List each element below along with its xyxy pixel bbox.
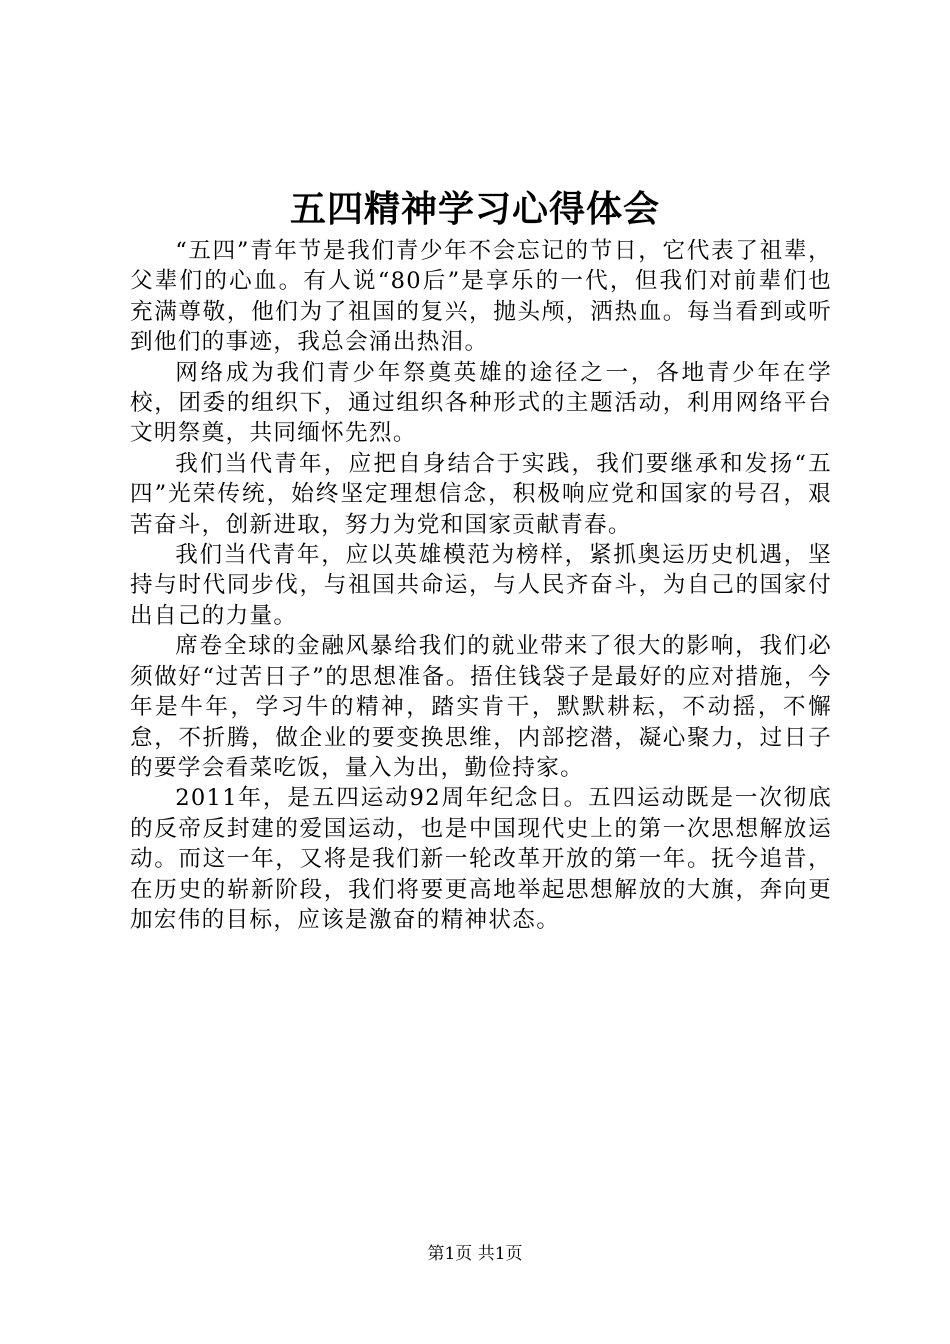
paragraph-2: 网络成为我们青少年祭奠英雄的途径之一，各地青少年在学校，团委的组织下，通过组织各种形式的主题活动，利用网络平台文明祭奠，共同缅怀先烈。	[130, 359, 832, 447]
document-title: 五四精神学习心得体会	[289, 188, 660, 230]
document-body	[130, 236, 832, 935]
paragraph-1: “五四”青年节是我们青少年不会忘记的节日，它代表了祖辈，父辈们的心血。有人说“80后”是享乐的一代，但我们对前辈们也充满尊敬，他们为了祖国的复兴，抛头颅，洒热血。每当看到或听到他们的事迹，我总会涌出热泪。	[130, 238, 832, 356]
paragraph-5: 席卷全球的金融风暴给我们的就业带来了很大的影响，我们必须做好“过苦日子”的思想准备。捂住钱袋子是最好的应对措施，今年是牛年，学习牛的精神，踏实肯干，默默耕耘，不动摇，不懈怠，不折腾，做企业的要变换思维，内部挖潜，凝心聚力，过日子的要学会看菜吃饭，量入为出，勤俭持家。	[130, 633, 832, 781]
paragraph-4: 我们当代青年，应以英雄模范为榜样，紧抓奥运历史机遇，坚持与时代同步伐，与祖国共命运，与人民齐奋斗，为自己的国家付出自己的力量。	[130, 542, 832, 629]
paragraph-6: 2011年，是五四运动92周年纪念日。五四运动既是一次彻底的反帝反封建的爱国运动，也是中国现代史上的第一次思想解放运动。而这一年，又将是我们新一轮改革开放的第一年。抚今追昔，在历史的崭新阶段，我们将要更高地举起思想解放的大旗，奔向更加宏伟的目标，应该是激奋的精神状态。	[130, 785, 832, 933]
paragraph-3: 我们当代青年，应把自身结合于实践，我们要继承和发扬“五四”光荣传统，始终坚定理想信念，积极响应党和国家的号召，艰苦奋斗，创新进取，努力为党和国家贡献青春。	[130, 450, 832, 538]
page-footer: 第1页 共1页	[427, 1244, 523, 1264]
